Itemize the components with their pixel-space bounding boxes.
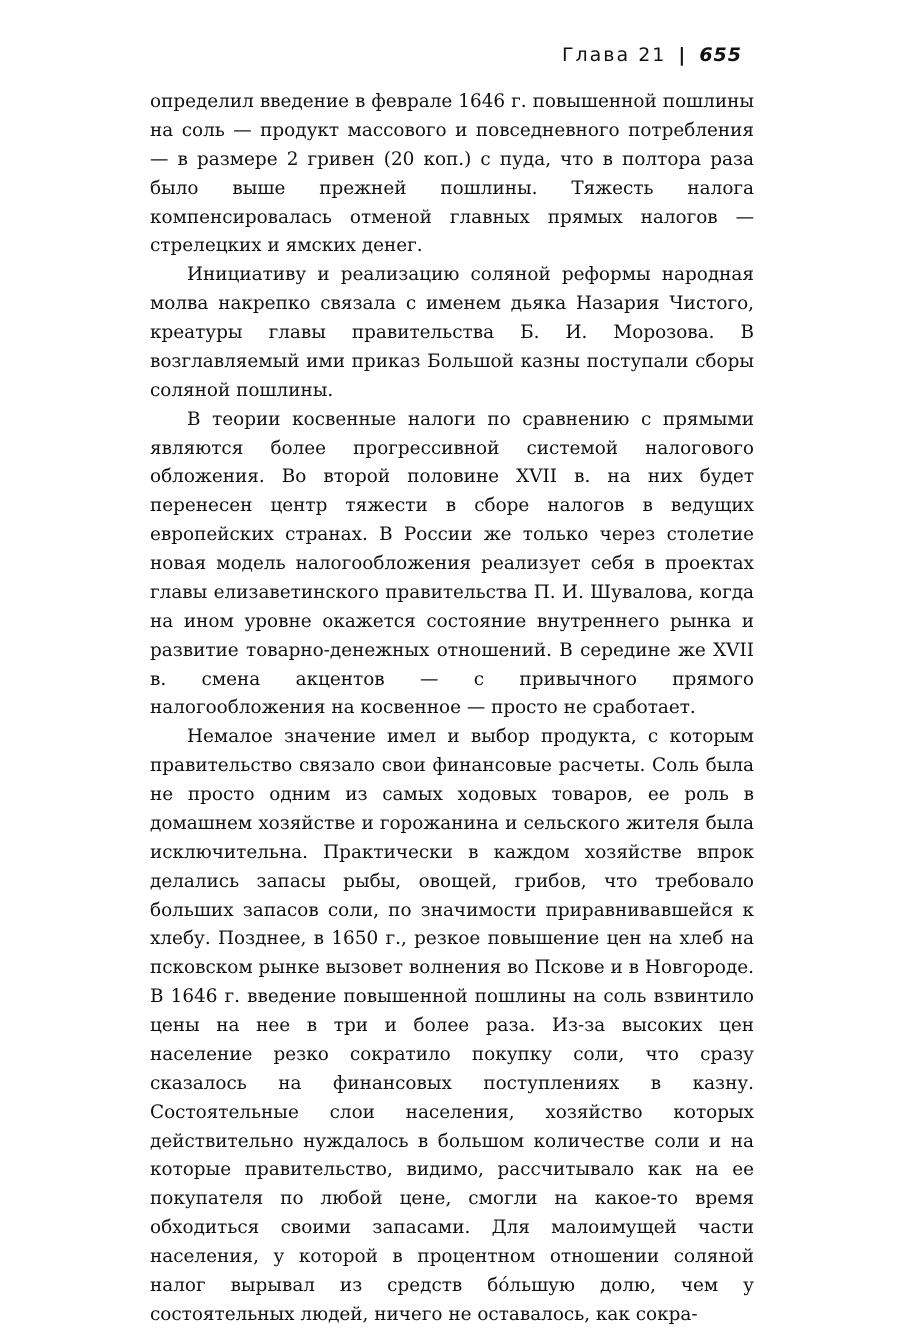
running-header: [562, 44, 742, 66]
body-text: [150, 88, 754, 1330]
chapter-title: Глава 21: [561, 44, 667, 66]
paragraph-3: В теории косвенные налоги по сравнению с прямыми являются более прогрессивной системой налогового обложения. Во второй половине XVII в. на них будет перенесен центр тяжести в сборе налогов в ведущих европейских странах. В России же только через столетие новая модель налогообложения реализует себя в проектах главы елизаветинского правительства П. И. Шувалова, когда на ином уровне окажется состояние внутреннего рынка и развитие товарно-денежных отношений. В середине же XVII в. смена акцентов — с привычного прямого налогообложения на косвенное — просто не сработает.: [150, 408, 754, 719]
paragraph-4: Немалое значение имел и выбор продукта, с которым правительство связало свои финансовые расчеты. Соль была не просто одним из самых ходовых товаров, ее роль в домашнем хозяйстве и горожанина и сельского жителя была исключительна. Практически в каждом хозяйстве впрок делались запасы рыбы, овощей, грибов, что требовало больших запасов соли, по значимости приравнивавшейся к хлебу. Позднее, в 1650 г., резкое повышение цен на хлеб на псковском рынке вызовет волнения во Пскове и в Новгороде. В 1646 г. введение повышенной пошлины на соль взвинтило цены на нее в три и более раза. Из-за высоких цен население резко сократило покупку соли, что сразу сказалось на финансовых поступлениях в казну. Состоятельные слои населения, хозяйство которых действительно нуждалось в большом количестве соли и на которые правительство, видимо, рассчитывало как на ее покупателя по любой цене, смогли на какое-то время обходиться своими запасами. Для малоимущей части населения, у которой в процентном отношении соляной налог вырывал из средств бо́льшую долю, чем у состоятельных людей, ничего не оставалось, как сокра-: [150, 726, 754, 1325]
page-number: 655: [699, 44, 742, 66]
paragraph-1: определил введение в феврале 1646 г. повышенной пошлины на соль — продукт массового и повседневного потребления — в размере 2 гривен (20 коп.) с пуда, что в полтора раза было выше прежней пошлины. Тяжесть налога компенсировалась отменой главных прямых налогов — стрелецких и ямских денег.: [150, 91, 754, 257]
paragraph-2: Инициативу и реализацию соляной реформы народная молва накрепко связала с именем дьяка Назария Чистого, креатуры главы правительства Б. И. Морозова. В возглавляемый ими приказ Большой казны поступали сборы соляной пошлины.: [150, 264, 754, 401]
header-separator: |: [678, 44, 688, 66]
